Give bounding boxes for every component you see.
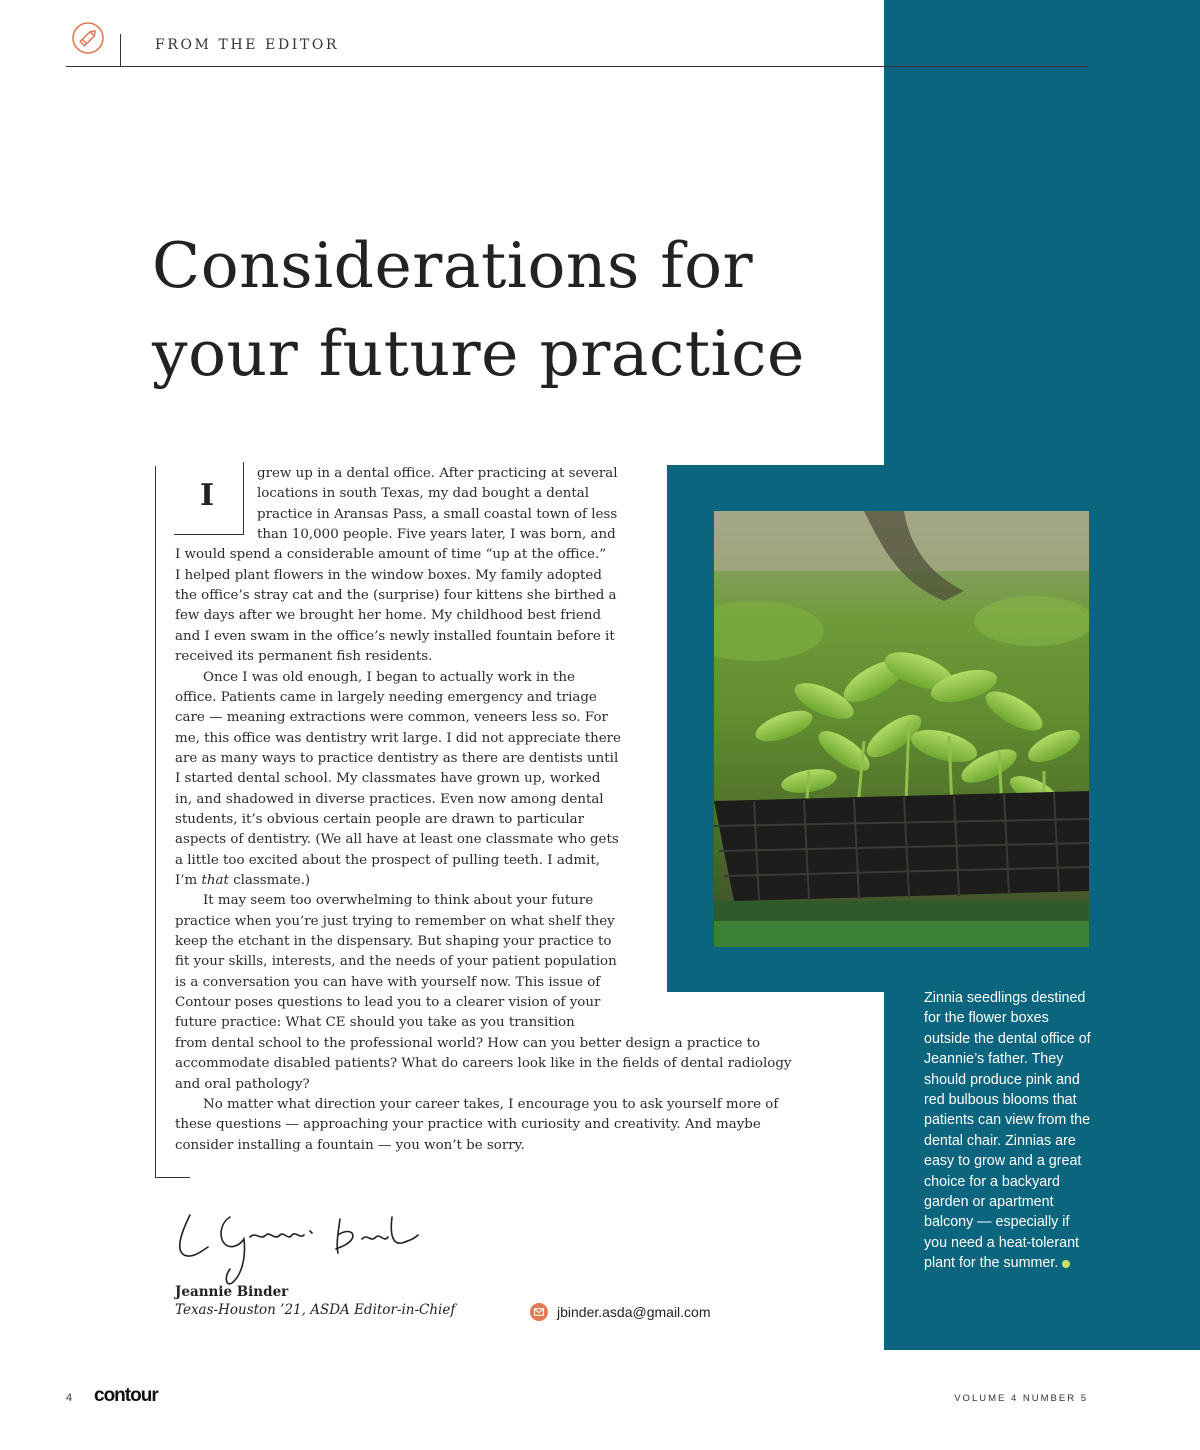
body-line: fit your skills, interests, and the needs of your patient population xyxy=(175,954,617,970)
author-signature xyxy=(172,1205,422,1287)
body-rule-vertical xyxy=(155,466,156,1178)
header-rule xyxy=(66,66,1088,67)
body-line: students, it’s obvious certain people are drawn to particular xyxy=(175,811,585,827)
body-line: care — meaning extractions were common, veneers less so. For xyxy=(175,710,608,726)
body-line: is a conversation you can have with yourself now. This issue of xyxy=(175,974,601,990)
body-line: in, and shadowed in diverse practices. Even now among dental xyxy=(175,791,604,807)
body-line: a little too excited about the prospect of pulling teeth. I admit, xyxy=(175,852,601,868)
body-line: and I even swam in the office’s newly installed fountain before it xyxy=(175,628,615,644)
photo-caption-text: Zinnia seedlings destined for the flower boxes outside the dental office of Jeannie’s father. They should produce pink and red bulbous blooms that patients can view from the dental chair. Zinnias are easy to grow and a great choice for a backyard garden or apartment balcony — especially if you need a heat-tolerant plant for the summer. xyxy=(924,990,1091,1272)
body-rule-horizontal xyxy=(155,1177,190,1178)
body-line: I helped plant flowers in the window boxes. My family adopted xyxy=(175,567,602,583)
body-line: few days after we brought her home. My childhood best friend xyxy=(175,608,602,624)
photo-caption xyxy=(924,988,1096,1274)
end-mark-dot xyxy=(1062,1260,1070,1268)
drop-cap: I xyxy=(200,478,215,513)
teal-panel-top xyxy=(884,0,1200,465)
body-line: practice in Aransas Pass, a small coastal town of less xyxy=(257,506,618,522)
body-line: Contour poses questions to lead you to a clearer vision of your xyxy=(175,995,601,1011)
body-line: than 10,000 people. Five years later, I was born, and xyxy=(257,527,616,543)
body-line: from dental school to the professional world? How can you better design a practice to xyxy=(175,1035,761,1051)
body-line: future practice: What CE should you take as you transition xyxy=(175,1015,575,1031)
body-line: these questions — approaching your practice with curiosity and creativity. And maybe xyxy=(175,1117,761,1133)
body-line: are as many ways to practice dentistry as there are dentists until xyxy=(175,750,619,766)
volume-number: VOLUME 4 NUMBER 5 xyxy=(954,1393,1088,1404)
body-line: aspects of dentistry. (We all have at least one classmate who gets xyxy=(175,832,619,848)
body-line: consider installing a fountain — you won’t be sorry. xyxy=(175,1137,525,1153)
article-title-line-2: your future practice xyxy=(152,317,805,390)
body-line: locations in south Texas, my dad bought a dental xyxy=(257,486,590,502)
body-line: practice when you’re just trying to remember on what shelf they xyxy=(175,913,615,929)
seedlings-photo xyxy=(714,511,1089,947)
author-name: Jeannie Binder xyxy=(175,1284,289,1300)
body-line: I would spend a considerable amount of time “up at the office.” xyxy=(175,547,607,563)
page-number: 4 xyxy=(66,1392,73,1404)
body-line: I’m that classmate.) xyxy=(175,873,311,888)
envelope-icon xyxy=(530,1303,548,1321)
contour-logo: contour xyxy=(94,1385,158,1406)
body-line: It may seem too overwhelming to think about your future xyxy=(203,893,594,909)
body-line: No matter what direction your career takes, I encourage you to ask yourself more of xyxy=(203,1096,779,1112)
author-title: Texas-Houston ’21, ASDA Editor-in-Chief xyxy=(175,1302,456,1318)
pencil-icon xyxy=(72,22,104,54)
body-line: keep the etchant in the dispensary. But shaping your practice to xyxy=(175,934,612,950)
article-title xyxy=(152,222,872,398)
body-line: grew up in a dental office. After practicing at several xyxy=(257,466,618,481)
author-email-link[interactable]: jbinder.asda@gmail.com xyxy=(557,1304,711,1320)
article-title-line-1: Considerations for xyxy=(152,229,754,302)
body-line: I started dental school. My classmates have grown up, worked xyxy=(175,771,601,787)
body-line: received its permanent fish residents. xyxy=(175,649,433,665)
body-line: me, this office was dentistry writ large. I did not appreciate there xyxy=(175,730,621,746)
body-line: Once I was old enough, I began to actually work in the xyxy=(203,669,575,685)
section-label: FROM THE EDITOR xyxy=(155,37,340,53)
body-line: accommodate disabled patients? What do careers look like in the fields of dental radiology xyxy=(175,1056,792,1072)
emphasis-text: that xyxy=(201,873,229,888)
header-divider xyxy=(120,34,121,67)
body-line: the office’s stray cat and the (surprise) four kittens she birthed a xyxy=(175,588,617,604)
body-line: and oral pathology? xyxy=(175,1076,310,1092)
body-line: office. Patients came in largely needing emergency and triage xyxy=(175,689,597,705)
